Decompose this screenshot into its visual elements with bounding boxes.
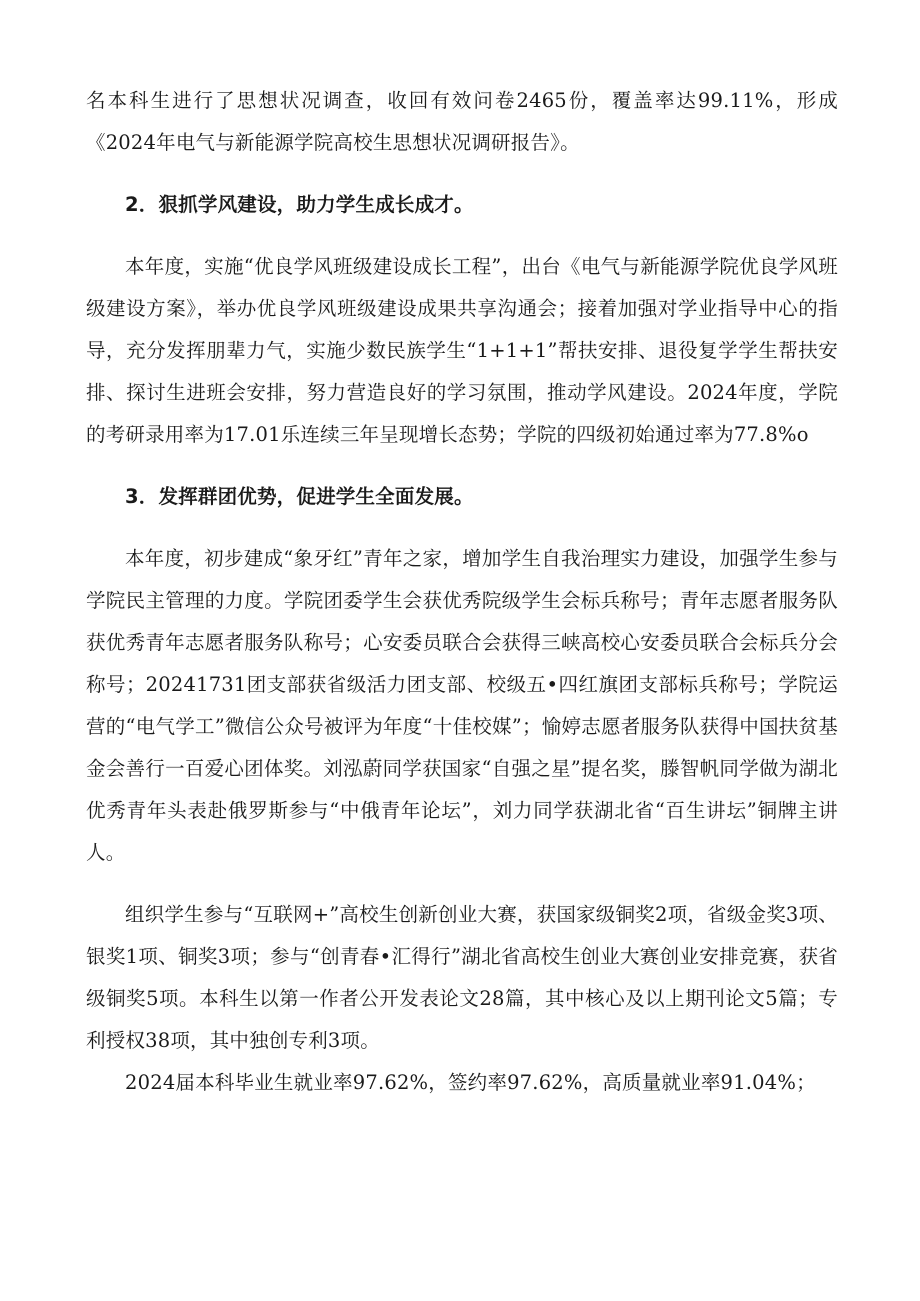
paragraph-group-advantage: 本年度，初步建成“象牙红”青年之家，增加学生自我治理实力建设，加强学生参与学院民主管理的力度。学院团委学生会获优秀院级学生会标兵称号；青年志愿者服务队获优秀青年志愿者服务队称号；心安委员联合会获得三峡高校心安委员联合会标兵分会称号；20241731团支部获省级活力团支部、校级五•四红旗团支部标兵称号；学院运营的“电气学工”微信公众号被评为年度“十佳校媒”；愉婷志愿者服务队获得中国扶贫基金会善行一百爱心团体奖。刘泓蔚同学获国家“自强之星”提名奖，滕智帆同学做为湖北优秀青年头表赴俄罗斯参与“中俄青年论坛”，刘力同学获湖北省“百生讲坛”铜牌主讲人。 [86,547,838,864]
paragraph-survey: 名本科生进行了思想状况调查，收回有效问卷2465份，覆盖率达99.11%，形成《2024年电气与新能源学院高校生思想状况调研报告》。 [86,89,838,154]
section-heading-3: 3．发挥群团优势，促进学生全面发展。 [125,485,474,508]
paragraph-study-style: 本年度，实施“优良学风班级建设成长工程”，出台《电气与新能源学院优良学风班级建设方案》，举办优良学风班级建设成果共享沟通会；接着加强对学业指导中心的指导，充分发挥朋辈力气，实施少数民族学生“1+1+1”帮扶安排、退役复学学生帮扶安排、探讨生进班会安排，努力营造良好的学习氛围，推动学风建设。2024年度，学院的考研录用率为17.01乐连续三年呈现增长态势；学院的四级初始通过率为77.8%o [86,255,838,446]
paragraph-employment: 2024届本科毕业生就业率97.62%，签约率97.62%，高质量就业率91.04%； [125,1071,816,1094]
paragraph-competitions: 组织学生参与“互联网+”高校生创新创业大赛，获国家级铜奖2项，省级金奖3项、银奖1项、铜奖3项；参与“创青春•汇得行”湖北省高校生创业大赛创业安排竞赛，获省级铜奖5项。本科生以第一作者公开发表论文28篇，其中核心及以上期刊论文5篇；专利授权38项，其中独创专利3项。 [86,903,838,1052]
section-heading-2: 2．狠抓学风建设，助力学生成长成才。 [125,193,474,216]
document-page [86,80,838,1104]
